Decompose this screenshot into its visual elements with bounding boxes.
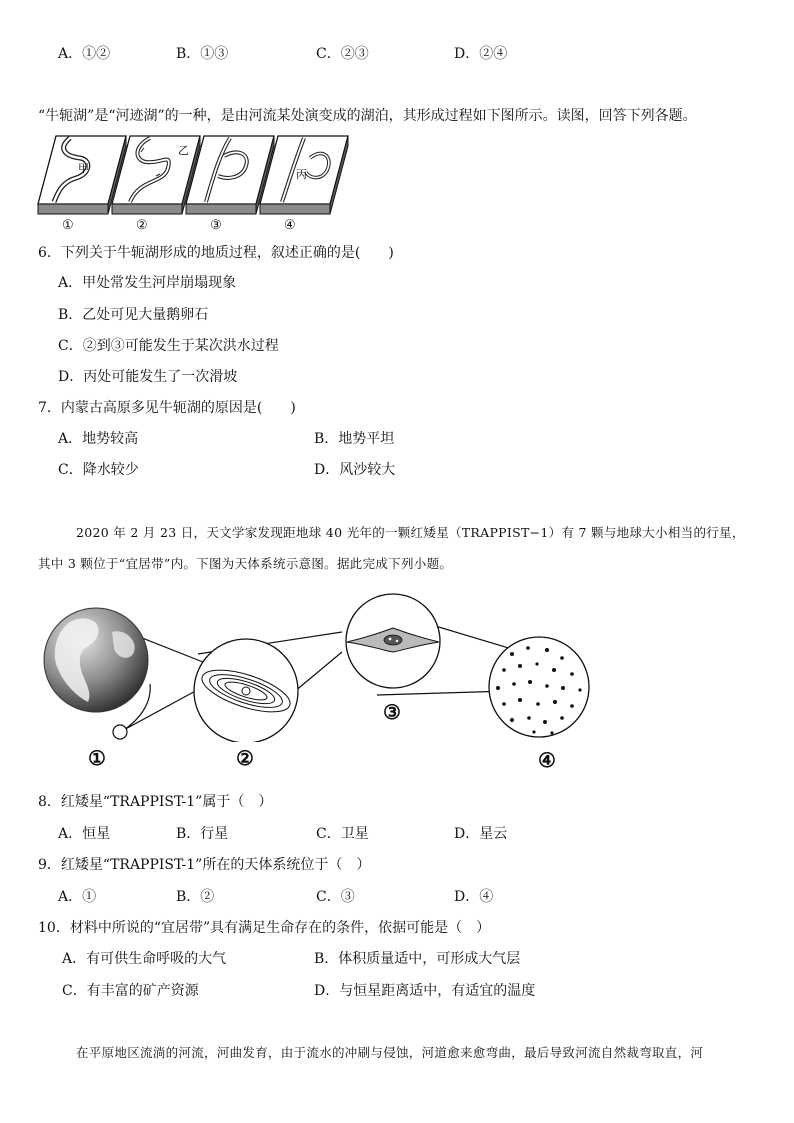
earth-globe [44, 608, 148, 712]
q10-option-c: C．有丰富的矿产资源 [62, 983, 199, 999]
q9-option-c: C．③ [316, 889, 355, 905]
option-b: B．①③ [176, 46, 229, 62]
q6-option-c: C．②到③可能发生于某次洪水过程 [58, 338, 279, 354]
oxbow-label-2: ② [136, 218, 148, 233]
q6-option-d: D．丙处可能发生了一次滑坡 [58, 369, 238, 385]
oxbow-lake-figure [36, 134, 356, 216]
q7-stem: 7．内蒙古高原多见牛轭湖的原因是( ) [38, 400, 296, 416]
star-intro-line-2: 其中 3 颗位于“宜居带”内。下图为天体系统示意图。据此完成下列小题。 [38, 556, 453, 571]
q8-option-b: B．行星 [176, 826, 229, 842]
galaxy-circle [346, 594, 440, 688]
q6-option-a: A．甲处常发生河岸崩塌现象 [58, 275, 237, 291]
universe-circle [489, 637, 589, 737]
label-bing: 丙 [296, 168, 307, 181]
q6-option-b: B．乙处可见大量鹅卵石 [58, 307, 209, 323]
q8-option-c: C．卫星 [316, 826, 369, 842]
celestial-system-figure [42, 592, 602, 742]
q9-option-d: D．④ [454, 889, 494, 905]
q7-option-a: A．地势较高 [58, 431, 139, 447]
option-c: C．②③ [316, 46, 369, 62]
solar-system-circle [194, 639, 298, 742]
q10-option-a: A．有可供生命呼吸的大气 [62, 951, 227, 967]
oxbow-label-3: ③ [210, 218, 222, 233]
oxbow-label-4: ④ [284, 218, 296, 233]
oxbow-intro: “牛轭湖”是“河迹湖”的一种，是由河流某处演变成的湖泊，其形成过程如下图所示。读图，回答下列各题。 [38, 108, 697, 124]
q10-option-d: D．与恒星距离适中，有适宜的温度 [314, 983, 536, 999]
q9-stem: 9．红矮星“TRAPPIST-1”所在的天体系统位于（ ） [38, 857, 371, 873]
celestial-label-3: ③ [383, 700, 401, 724]
q10-option-b: B．体积质量适中，可形成大气层 [314, 951, 521, 967]
q7-option-d: D．风沙较大 [314, 462, 396, 478]
q10-stem: 10．材料中所说的“宜居带”具有满足生命存在的条件，依据可能是（ ） [38, 920, 491, 936]
moon [113, 725, 127, 739]
q7-option-c: C．降水较少 [58, 462, 139, 478]
q7-option-b: B．地势平坦 [314, 431, 395, 447]
oxbow-label-1: ① [62, 218, 74, 233]
q8-option-d: D．星云 [454, 826, 508, 842]
q8-stem: 8．红矮星“TRAPPIST-1”属于（ ） [38, 794, 273, 810]
option-a: A．①② [58, 46, 111, 62]
label-jia: 甲 [78, 162, 89, 175]
celestial-label-1: ① [88, 746, 106, 770]
q9-option-b: B．② [176, 889, 215, 905]
star-intro-line-1: 2020 年 2 月 23 日，天文学家发现距地球 40 光年的一颗红矮星（TRAPPIST−1）有 7 颗与地球大小相当的行星， [76, 525, 745, 540]
label-yi: 乙 [178, 144, 189, 157]
option-d: D．②④ [454, 46, 508, 62]
river-intro: 在平原地区流淌的河流，河曲发育，由于流水的冲刷与侵蚀，河道愈来愈弯曲，最后导致河流自然裁弯取直，河 [76, 1045, 704, 1060]
q6-stem: 6．下列关于牛轭湖形成的地质过程，叙述正确的是( ) [38, 245, 394, 261]
celestial-label-4: ④ [538, 748, 556, 772]
celestial-label-2: ② [236, 746, 254, 770]
q8-option-a: A．恒星 [58, 826, 111, 842]
q9-option-a: A．① [58, 889, 97, 905]
